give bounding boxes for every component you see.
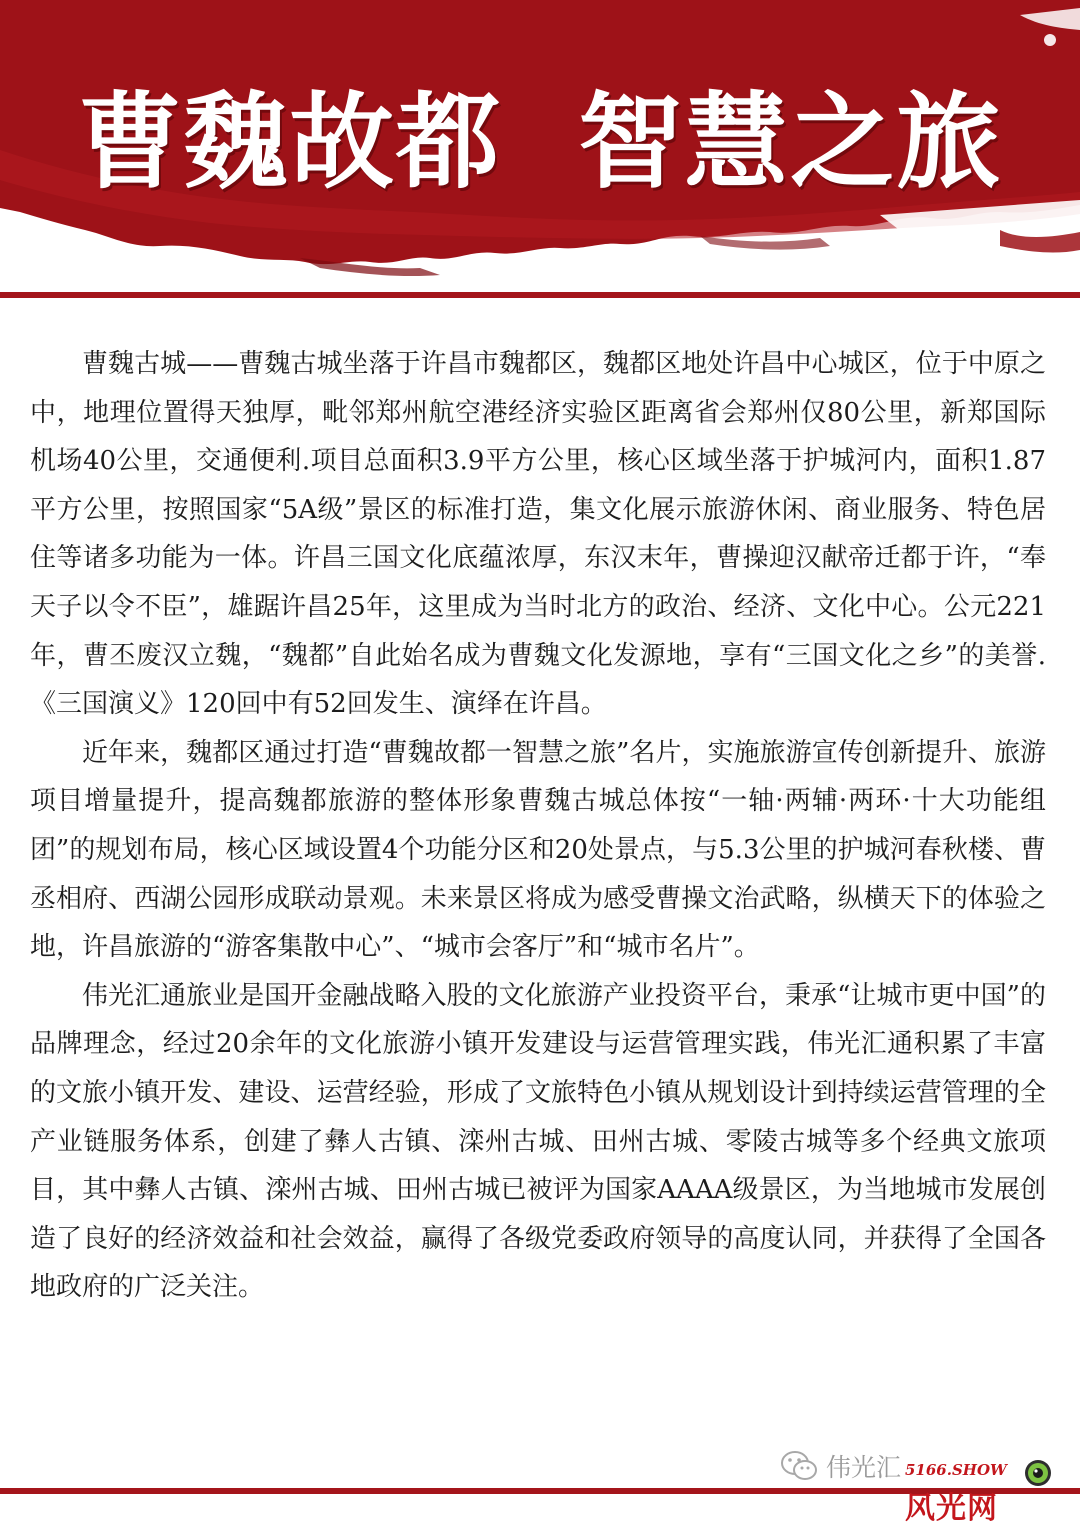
paragraph-3: 伟光汇通旅业是国开金融战略入股的文化旅游产业投资平台，秉承“让城市更中国”的品牌理念，经过20余年的文化旅游小镇开发建设与运营管理实践，伟光汇通积累了丰富的文旅小镇开发、建设、运营经验，形成了文旅特色小镇从规划设计到持续运营管理的全产业链服务体系，创建了彝人古镇、滦州古城、田州古城、零陵古城等多个经典文旅项目，其中彝人古镇、滦州古城、田州古城已被评为国家AAAA级景区，为当地城市发展创造了良好的经济效益和社会效益，赢得了各级党委政府领导的高度认同，并获得了全国各地政府的广泛关注。: [30, 980, 1046, 1303]
watermark-name: 风光网: [905, 1491, 998, 1526]
paragraph-2: 近年来，魏都区通过打造“曹魏故都一智慧之旅”名片，实施旅游宣传创新提升、旅游项目增量提升，提高魏都旅游的整体形象曹魏古城总体按“一轴·两辅·两环·十大功能组团”的规划布局，核心区域设置4个功能分区和20处景点，与5.3公里的护城河春秋楼、曹丞相府、西湖公园形成联动景观。未来景区将成为感受曹操文治武略，纵横天下的体验之地，许昌旅游的“游客集散中心”、“城市会客厅”和“城市名片”。: [30, 737, 1046, 963]
wechat-icon: [780, 1450, 818, 1482]
article-body: [30, 340, 1046, 1312]
header-banner: [0, 0, 1080, 300]
wechat-account-watermark: [780, 1446, 901, 1486]
wechat-account-name: 伟光汇: [826, 1453, 902, 1482]
top-divider: [0, 292, 1080, 298]
paragraph-1: 曹魏古城——曹魏古城坐落于许昌市魏都区，魏都区地处许昌中心城区，位于中原之中，地理位置得天独厚，毗邻郑州航空港经济实验区距离省会郑州仅80公里，新郑国际机场40公里，交通便利.项目总面积3.9平方公里，核心区域坐落于护城河内，面积1.87平方公里，按照国家“5A级”景区的标准打造，集文化展示旅游休闲、商业服务、特色居住等诸多功能为一体。许昌三国文化底蕴浓厚，东汉末年，曹操迎汉献帝迁都于许，“奉天子以令不臣”，雄踞许昌25年，这里成为当时北方的政治、经济、文化中心。公元221年，曹丕废汉立魏，“魏都”自此始名成为曹魏文化发源地，享有“三国文化之乡”的美誉.《三国演义》120回中有52回发生、演绎在许昌。: [30, 349, 1046, 720]
eye-logo-icon: [1023, 1458, 1053, 1488]
page-title: 曹魏故都 智慧之旅: [77, 80, 1003, 203]
watermark-url: 5166.SHOW: [905, 1461, 1007, 1479]
